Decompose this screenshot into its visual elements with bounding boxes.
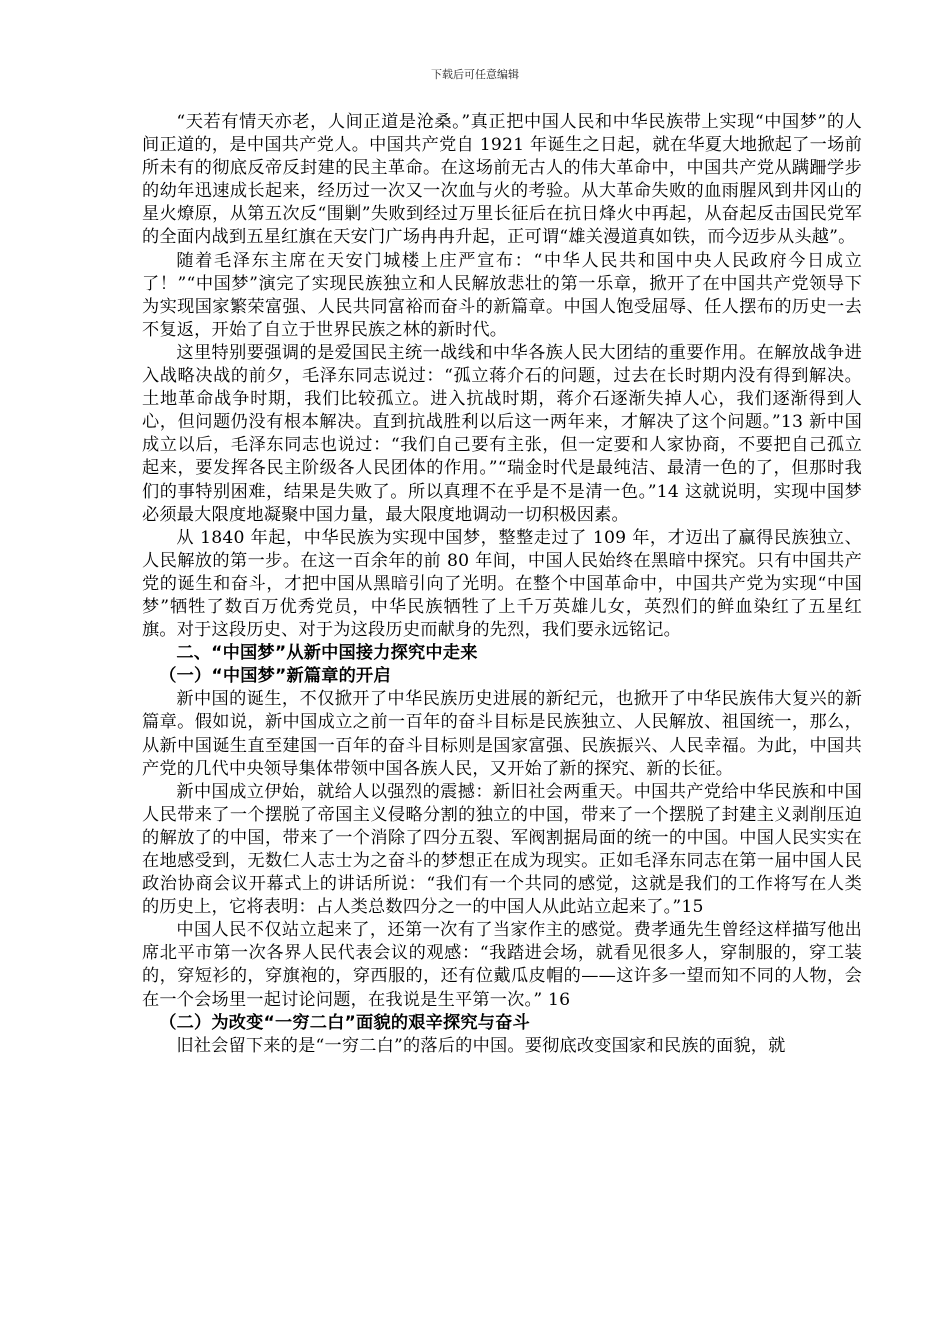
- paragraph: “天若有情天亦老，人间正道是沧桑。”真正把中国人民和中华民族带上实现“中国梦”的人间正道的，是中国共产党人。中国共产党自 1921 年诞生之日起，就在华夏大地掀起了一场前所未有的彻底反帝反封建的民主革命。在这场前无古人的伟大革命中，中国共产党从蹒跚学步的幼年迅速成长起来，经历过一次又一次血与火的考验。从大革命失败的血雨腥风到井冈山的星火燎原，从第五次反“围剿”失败到经过万里长征后在抗日烽火中再起，从奋起反击国民党军的全面内战到五星红旗在天安门广场冉冉升起，正可谓“雄关漫道真如铁，而今迈步从头越”。: [142, 112, 862, 248]
- subsection-heading: （二）为改变“一穷二白”面貌的艰辛探究与奋斗: [159, 1012, 530, 1033]
- paragraph: 新中国的诞生，不仅掀开了中华民族历史进展的新纪元，也掀开了中华民族伟大复兴的新篇章。假如说，新中国成立之前一百年的奋斗目标是民族独立、人民解放、祖国统一，那么，从新中国诞生直至建国一百年的奋斗目标则是国家富强、民族振兴、人民幸福。为此，中国共产党的几代中央领导集体带领中国各族人民，又开始了新的探究、新的长征。: [142, 689, 862, 779]
- paragraph: 新中国成立伊始，就给人以强烈的震撼：新旧社会两重天。中国共产党给中华民族和中国人民带来了一个摆脱了帝国主义侵略分割的独立的中国，带来了一个摆脱了封建主义剥削压迫的解放了的中国，带来了一个消除了四分五裂、军阀割据局面的统一的中国。中国人民实实在在地感受到，无数仁人志士为之奋斗的梦想正在成为现实。正如毛泽东同志在第一届中国人民政治协商会议开幕式上的讲话所说：“我们有一个共同的感觉，这就是我们的工作将写在人类的历史上，它将表明：占人类总数四分之一的中国人从此站立起来了。”15: [142, 781, 862, 918]
- paragraph: 随着毛泽东主席在天安门城楼上庄严宣布：“中华人民共和国中央人民政府今日成立了！”“中国梦”演完了实现民族独立和人民解放悲壮的第一乐章，掀开了在中国共产党领导下为实现国家繁荣富强、人民共同富裕而奋斗的新篇章。中国人饱受屈辱、任人摆布的历史一去不复返，开始了自立于世界民族之林的新时代。: [142, 250, 862, 340]
- paragraph: 从 1840 年起，中华民族为实现中国梦，整整走过了 109 年，才迈出了赢得民族独立、人民解放的第一步。在这一百余年的前 80 年间，中国人民始终在黑暗中探究。只有中国共产党的诞生和奋斗，才把中国从黑暗引向了光明。在整个中国革命中，中国共产党为实现“中国梦”牺牲了数百万优秀党员，中华民族牺牲了上千万英雄儿女，英烈们的鲜血染红了五星红旗。对于这段历史、对于为这段历史而献身的先烈，我们要永远铭记。: [142, 527, 862, 641]
- section-heading: 二、“中国梦”从新中国接力探究中走来: [176, 643, 478, 664]
- subsection-heading: （一）“中国梦”新篇章的开启: [159, 666, 391, 687]
- page-header: 下载后可任意编辑: [431, 68, 519, 81]
- paragraph: 旧社会留下来的是“一穷二白”的落后的中国。要彻底改变国家和民族的面貌，就: [176, 1035, 786, 1056]
- document-body: [142, 111, 862, 1058]
- paragraph: 这里特别要强调的是爱国民主统一战线和中华各族人民大团结的重要作用。在解放战争进入战略决战的前夕，毛泽东同志说过：“孤立蒋介石的问题，过去在长时期内没有得到解决。土地革命战争时期，我们比较孤立。进入抗战时期，蒋介石逐渐失掉人心，我们逐渐得到人心，但问题仍没有根本解决。直到抗战胜利以后这一两年来，才解决了这个问题。”13 新中国成立以后，毛泽东同志也说过：“我们自己要有主张，但一定要和人家协商，不要把自己孤立起来，要发挥各民主阶级各人民团体的作用。”“瑞金时代是最纯洁、最清一色的了，但那时我们的事特别困难，结果是失败了。所以真理不在乎是不是清一色。”14 这就说明，实现中国梦必须最大限度地凝聚中国力量，最大限度地调动一切积极因素。: [142, 342, 862, 525]
- paragraph: 中国人民不仅站立起来了，还第一次有了当家作主的感觉。费孝通先生曾经这样描写他出席北平市第一次各界人民代表会议的观感：“我踏进会场，就看见很多人，穿制服的，穿工装的，穿短衫的，穿旗袍的，穿西服的，还有位戴瓜皮帽的——这许多一望而知不同的人物，会在一个会场里一起讨论问题，在我说是生平第一次。” 16: [142, 920, 862, 1010]
